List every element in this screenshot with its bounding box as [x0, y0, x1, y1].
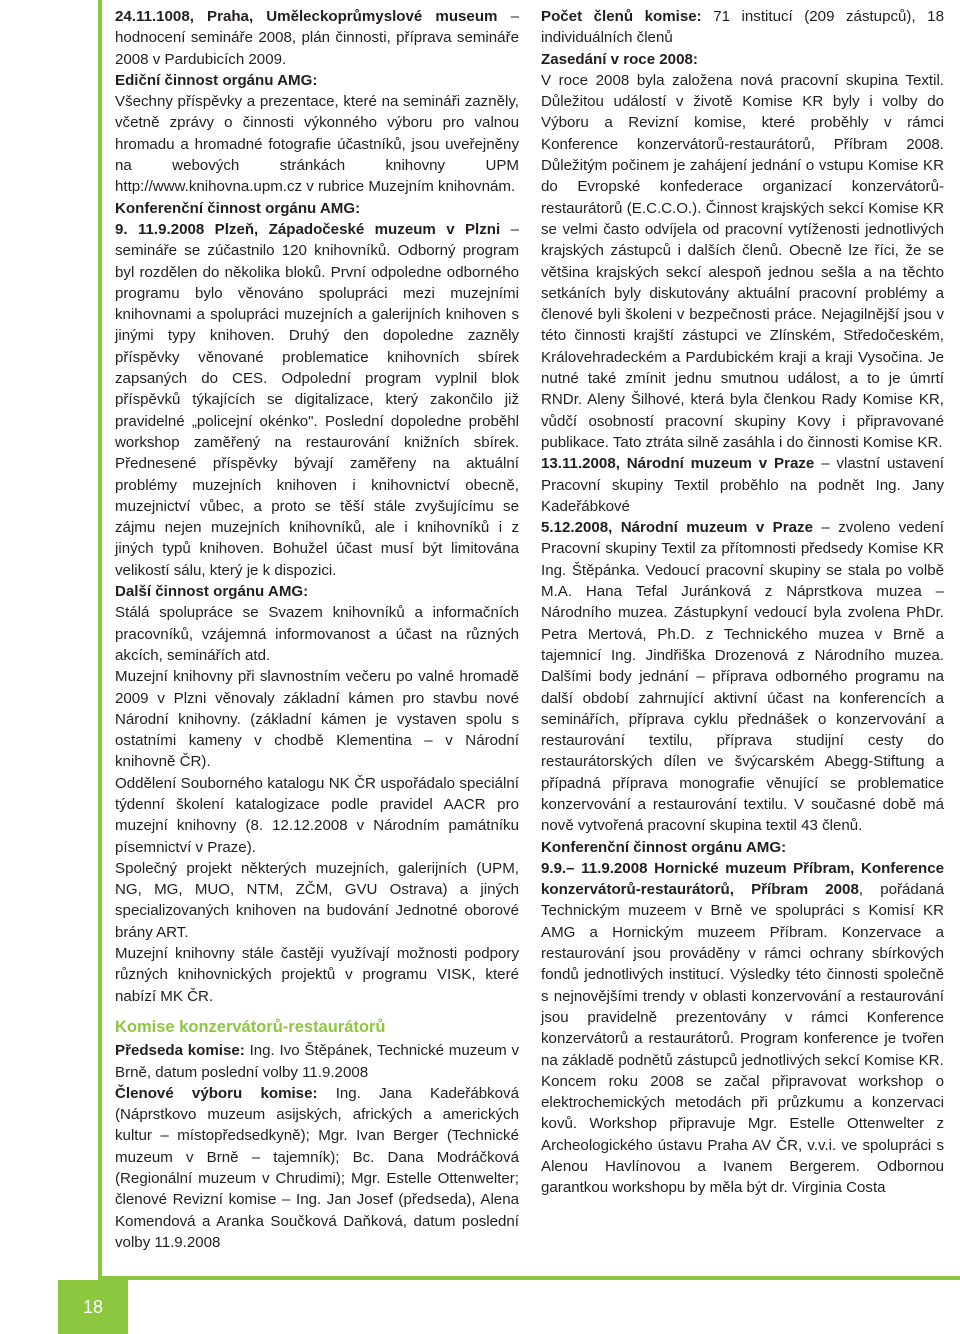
predseda-paragraph: Předseda komise: Ing. Ivo Štěpánek, Technické muzeum v Brně, datum poslední volby 11.9.2008: [115, 1042, 519, 1081]
zasedani-heading: Zasedání v roce 2008:: [541, 50, 698, 68]
dalsi-p2: Muzejní knihovny při slavnostním večeru po valné hromadě 2009 v Plzni věnovaly základní kámen pro stavbu nové Národní knihovny. (základní kámen je vystaven spolu s ostatními kameny v chodbě Klementina – v Národní knihovně ČR).: [115, 668, 519, 771]
dalsi-p5: Muzejní knihovny stále častěji využívají možnosti podpory různých knihovnických projektů v programu VISK, které nabízí MK ČR.: [115, 945, 519, 1005]
left-column: [115, 6, 519, 1253]
konf-heading-right: Konferenční činnost orgánu AMG:: [541, 838, 787, 856]
event1-paragraph: 13.11.2008, Národní muzeum v Praze – vlastní ustavení Pracovní skupiny Textil proběhlo na podnět Ing. Jany Kadeřábkové: [541, 455, 945, 515]
event-paragraph: 24.11.1008, Praha, Uměleckoprůmyslové museum – hodnocení semináře 2008, plán činnosti, příprava semináře 2008 v Pardubicích 2009.: [115, 8, 519, 68]
workshop-paragraph: Koncem roku 2008 se začal připravovat workshop o elektrochemických metodách při průzkumu a konzervaci kovů. Workshop připravuje Mgr. Estelle Ottenwelter z Archeologického ústavu Praha AV ČR, v.v.i. ve spolupráci s Alenou Havlínovou a Ivanem Bergerem. Odbornou garantkou workshopu by měla být dr. Virginia Costa: [541, 1072, 944, 1197]
right-column: [541, 6, 944, 1199]
zasedani-body: V roce 2008 byla založena nová pracovní skupina Textil. Důležitou událostí v životě Komise KR byly i volby do Výboru a Revizní komise, které proběhly v rámci Konference konzervátorů-restaurátorů, Příbram 2008. Důležitým počinem je zahájení jednání o vstupu Komise KR do Evropské konfederace organizací konzervátorů-restaurátorů (E.C.C.O.). Činnost krajských sekcí Komise KR se velmi často odvíjela od pracovní vytíženosti jednotlivých krajských zástupců i dalších členů. Obecně lze říci, že se většina krajských sekcí alespoň jednou sešla a na těchto setkáních byly diskutovány aktuální pracovní problémy a členové byli školeni v bezpečnosti práce. Nejagilnější jsou v této činnosti krajští zástupci ve Zlínském, Středočeském, Královehradeckém a Pardubickém kraji a kraji Vysočina. Je nutné také zmínit jednu smutnou událost, a to je úmrtí RNDr. Aleny Šilhové, která byla členkou Rady Komise KR, vůdčí osobností pracovní skupiny Kovy i připravované publikace. Tato ztráta silně zasáhla i do činnosti Komise KR.: [541, 71, 944, 451]
dalsi-p3: Oddělení Souborného katalogu NK ČR uspořádalo speciální týdenní školení katalogizace podle pravidel AACR pro muzejní knihovny (8. 12.12.2008 v Národním památníku písemnictví v Praze).: [115, 774, 519, 856]
page-number: 18: [58, 1280, 128, 1334]
dalsi-p1: Stálá spolupráce se Svazem knihovníků a informačních pracovníků, vzájemná informovanost a účast na různých akcích, seminářích atd.: [115, 604, 519, 664]
clenove-paragraph: Členové výboru komise: Ing. Jana Kadeřábková (Náprstkovo muzeum asijských, afrických a amerických kultur – místopředsedkyně); Mgr. Ivan Berger (Technické muzeum v Brně – tajemník); Bc. Dana Modráčková (Regionální muzeum v Chrudimi); Mgr. Estelle Ottenwelter; členové Revizní komise – Ing. Jan Josef (předseda), Alena Komendová a Aranka Součková Daňková, datum poslední volby 11.9.2008: [115, 1084, 519, 1251]
left-green-border: [98, 0, 102, 1280]
konf-paragraph-right: 9.9.– 11.9.2008 Hornické muzeum Příbram, Konference konzervátorů-restaurátorů, Příbram 2008, pořádaná Technickým muzeem v Brně ve spolupráci s Komisí KR AMG a Hornickým muzeem Příbram. Konzervace a restaurování jsou prováděny v rámci ochrany sbírkových fondů jednotlivých institucí. Výsledky této činnosti společně s nejnovějšími trendy v oblasti konzervování a restaurování jsou pravidelně prezentovány v rámci Konference konzervátorů a restaurátorů. Program konference je tvořen na základě podnětů zástupců jednotlivých sekcí Komise KR.: [541, 859, 944, 1069]
edicni-body: Všechny příspěvky a prezentace, které na semináři zazněly, včetně zprávy o činnosti výkonného výboru pro valnou hromadu a hromadné fotografie účastníků, jsou uveřejněny na webových stránkách knihovny UPM http://www.knihovna.upm.cz v rubrice Muzejním knihovnám.: [115, 93, 519, 196]
bottom-green-border: [98, 1276, 960, 1280]
komise-title: Komise konzervátorů-restaurátorů: [115, 1017, 386, 1036]
dalsi-p4: Společný projekt některých muzejních, galerijních (UPM, NG, MG, MUO, NTM, ZČM, GVU Ostrava) a jiných specializovaných knihoven na budování Jednotné oborové brány ART.: [115, 859, 519, 941]
pocet-paragraph: Počet členů komise: 71 institucí (209 zástupců), 18 individuálních členů: [541, 8, 944, 47]
event2-paragraph: 5.12.2008, Národní muzeum v Praze – zvoleno vedení Pracovní skupiny Textil za přítomnosti předsedy Komise KR Ing. Štěpánka. Vedoucí pracovní skupiny se stala po volbě M.A. Hana Tefal Juránková z Náprstkova muzea – Národního muzea. Zástupkyní vedoucí byla zvolena PhDr. Petra Mertová, Ph.D. z Technického muzea v Brně a tajemnicí Ing. Jindřiška Drozenová z Národního muzea. Dalšími body jednání – příprava odborného programu na další období zahrnující aktivní účast na konferencích a seminářích, příprava cyklu přednášek o konzervování a restaurování textilu, příprava studijní cesty do restaurátorských dílen ve švýcarském Abegg-Stiftung a případná příprava monografie věnující se problematice konzervování a restaurování textilu. V současné době má nově vytvořená pracovní skupina textil 43 členů.: [541, 519, 944, 835]
konf-paragraph: 9. 11.9.2008 Plzeň, Západočeské muzeum v Plzni – semináře se zúčastnilo 120 knihovníků. Odborný program byl rozdělen do několika bloků. První odpoledne odborného programu bylo věnováno spolupráci mezi muzejními knihovnami a spolupráci muzejních a galerijních knihoven s jinými typy knihoven. Druhý den dopoledne zazněly příspěvky věnované problematice knihovních sbírek zapsaných do CES. Odpolední program vyplnil blok příspěvků týkajících se digitalizace, který zakončilo již pravidelné „policejní okénko". Poslední dopoledne proběhl workshop zaměřený na restaurování knižních sbírek. Přednesené příspěvky bývají zaměřeny na aktuální problémy muzejních knihoven i knihovnictví obecně, muzejnictví vůbec, a proto se těší stále zvyšujícímu se zájmu nejen muzejních knihovníků, ale i knihovníků i z jiných typů knihoven. Bohužel účast musí být limitována velikostí sálu, který je k dispozici.: [115, 220, 519, 579]
dalsi-heading: Další činnost orgánu AMG:: [115, 583, 309, 601]
konf-heading: Konferenční činnost orgánu AMG:: [115, 199, 361, 217]
edicni-heading: Ediční činnost orgánu AMG:: [115, 71, 318, 89]
